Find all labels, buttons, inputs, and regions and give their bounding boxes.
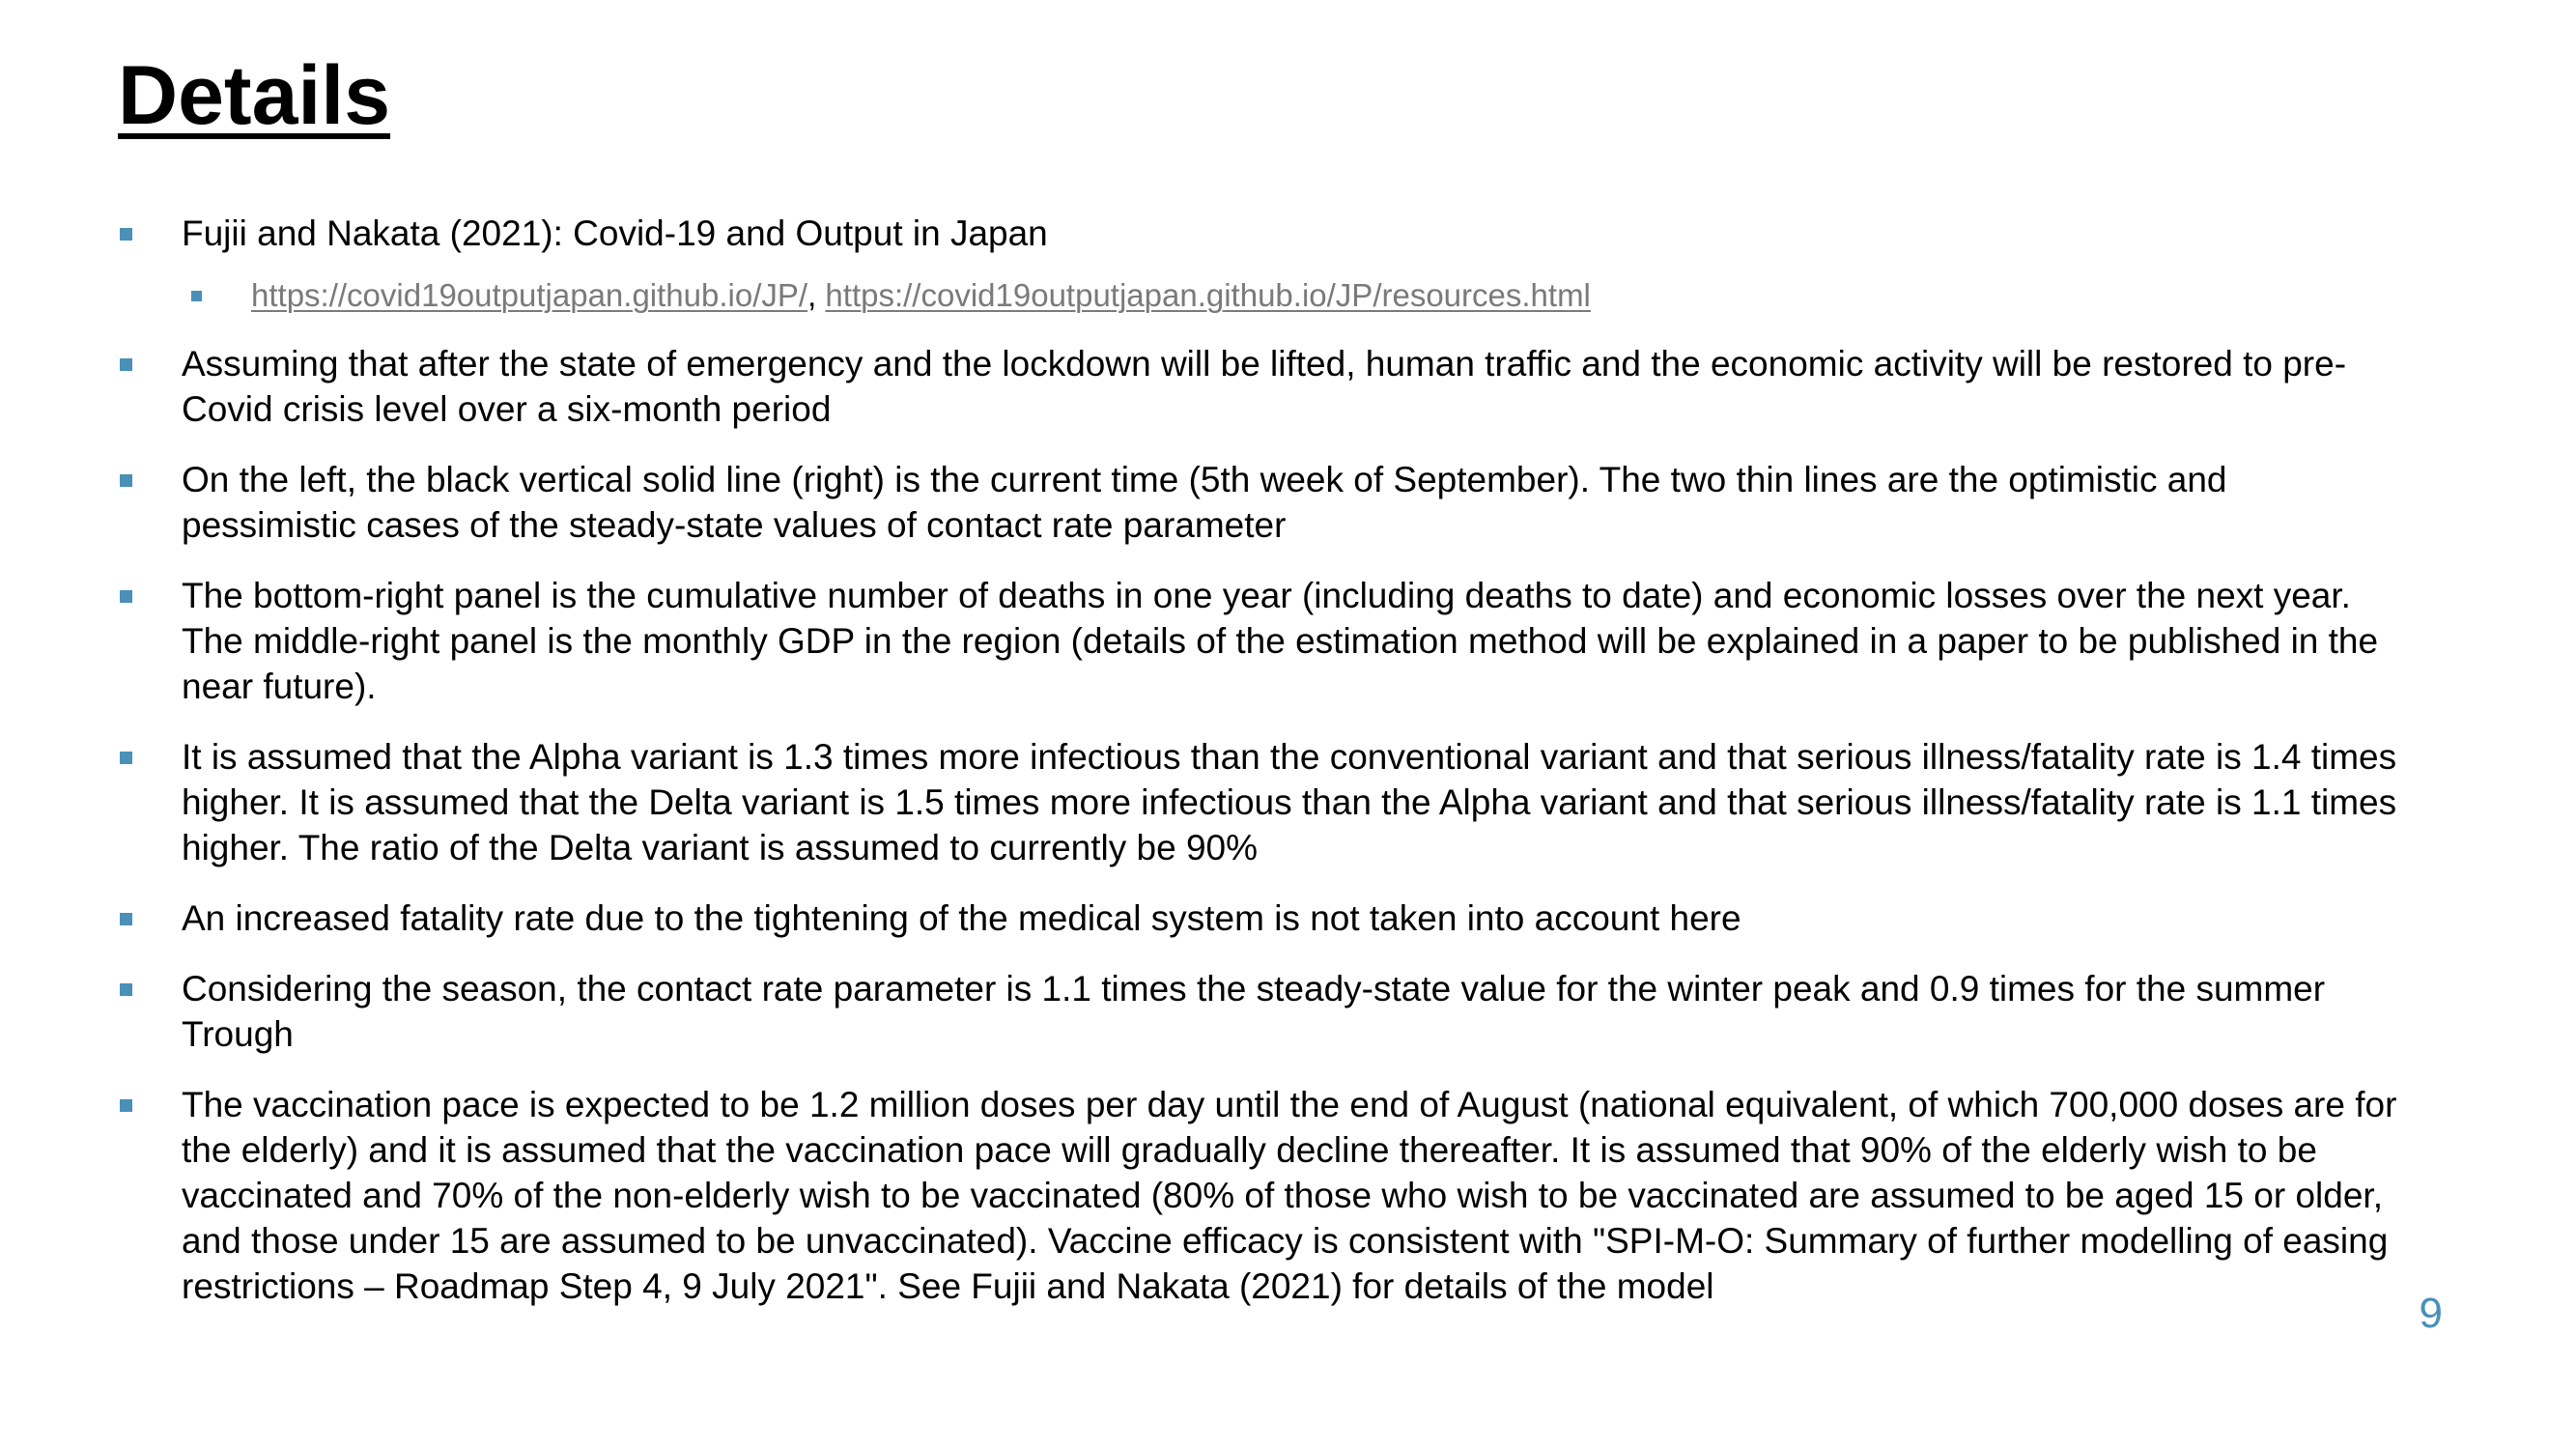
link-covid19outputjapan-resources[interactable]: https://covid19outputjapan.github.io/JP/resources.html	[825, 277, 1591, 313]
square-bullet-icon	[120, 1099, 132, 1112]
square-bullet-icon	[120, 590, 132, 603]
list-item-lockdown-assumption	[116, 341, 2405, 432]
list-item-text: On the left, the black vertical solid line (right) is the current time (5th week of September). The two thin lines are the optimistic and pessimistic cases of the steady-state values of contact rate parameter	[182, 460, 2227, 545]
list-item-seasonality	[116, 966, 2405, 1057]
list-item-vaccination	[116, 1082, 2405, 1309]
square-bullet-icon	[120, 913, 132, 925]
sub-list-item-links	[182, 275, 2405, 316]
list-item-text: The vaccination pace is expected to be 1.2 million doses per day until the end of August (national equivalent, of which 700,000 doses are for the elderly) and it is assumed that the vaccination pace will gradually decline thereafter. It is assumed that 90% of the elderly wish to be vaccinated and 70% of the non-elderly wish to be vaccinated (80% of those who wish to be vaccinated are assumed to be aged 15 or older, and those under 15 are assumed to be unvaccinated). Vaccine efficacy is consistent with "SPI-M-O: Summary of further modelling of easing restrictions – Roadmap Step 4, 9 July 2021". See Fujii and Nakata (2021) for details of the model	[182, 1085, 2397, 1306]
square-bullet-icon	[120, 228, 132, 241]
bullet-list	[116, 211, 2405, 1334]
list-item-right-panels-note	[116, 573, 2405, 709]
list-item-text: Fujii and Nakata (2021): Covid-19 and Output in Japan	[182, 213, 1048, 253]
square-bullet-icon	[120, 474, 132, 487]
square-bullet-icon	[191, 291, 202, 301]
square-bullet-icon	[120, 752, 132, 764]
list-item-reference	[116, 211, 2405, 316]
list-item-fatality-rate	[116, 895, 2405, 941]
list-item-left-panel-note	[116, 457, 2405, 548]
list-item-text: It is assumed that the Alpha variant is 1.3 times more infectious than the conventional variant and that serious illness/fatality rate is 1.4 times higher. It is assumed that the Delta variant is 1.5 times more infectious than the Alpha variant and that serious illness/fatality rate is 1.1 times higher. The ratio of the Delta variant is assumed to currently be 90%	[182, 737, 2397, 867]
link-covid19outputjapan-jp[interactable]: https://covid19outputjapan.github.io/JP/	[251, 277, 808, 313]
list-item-text: Assuming that after the state of emergency and the lockdown will be lifted, human traffic and the economic activity will be restored to pre-Covid crisis level over a six-month period	[182, 344, 2347, 429]
sub-list	[182, 275, 2405, 316]
list-item-variants	[116, 734, 2405, 870]
square-bullet-icon	[120, 983, 132, 996]
list-item-text: An increased fatality rate due to the tightening of the medical system is not taken into account here	[182, 898, 1741, 938]
square-bullet-icon	[120, 358, 132, 371]
link-separator: ,	[807, 277, 826, 313]
list-item-text: Considering the season, the contact rate parameter is 1.1 times the steady-state value for the winter peak and 0.9 times for the summer Trough	[182, 969, 2326, 1054]
list-item-text: The bottom-right panel is the cumulative number of deaths in one year (including deaths to date) and economic losses over the next year. The middle-right panel is the monthly GDP in the region (details of the estimation method will be explained in a paper to be published in the near future).	[182, 576, 2379, 706]
slide-title: Details	[118, 49, 391, 142]
page-number: 9	[2419, 1290, 2443, 1337]
